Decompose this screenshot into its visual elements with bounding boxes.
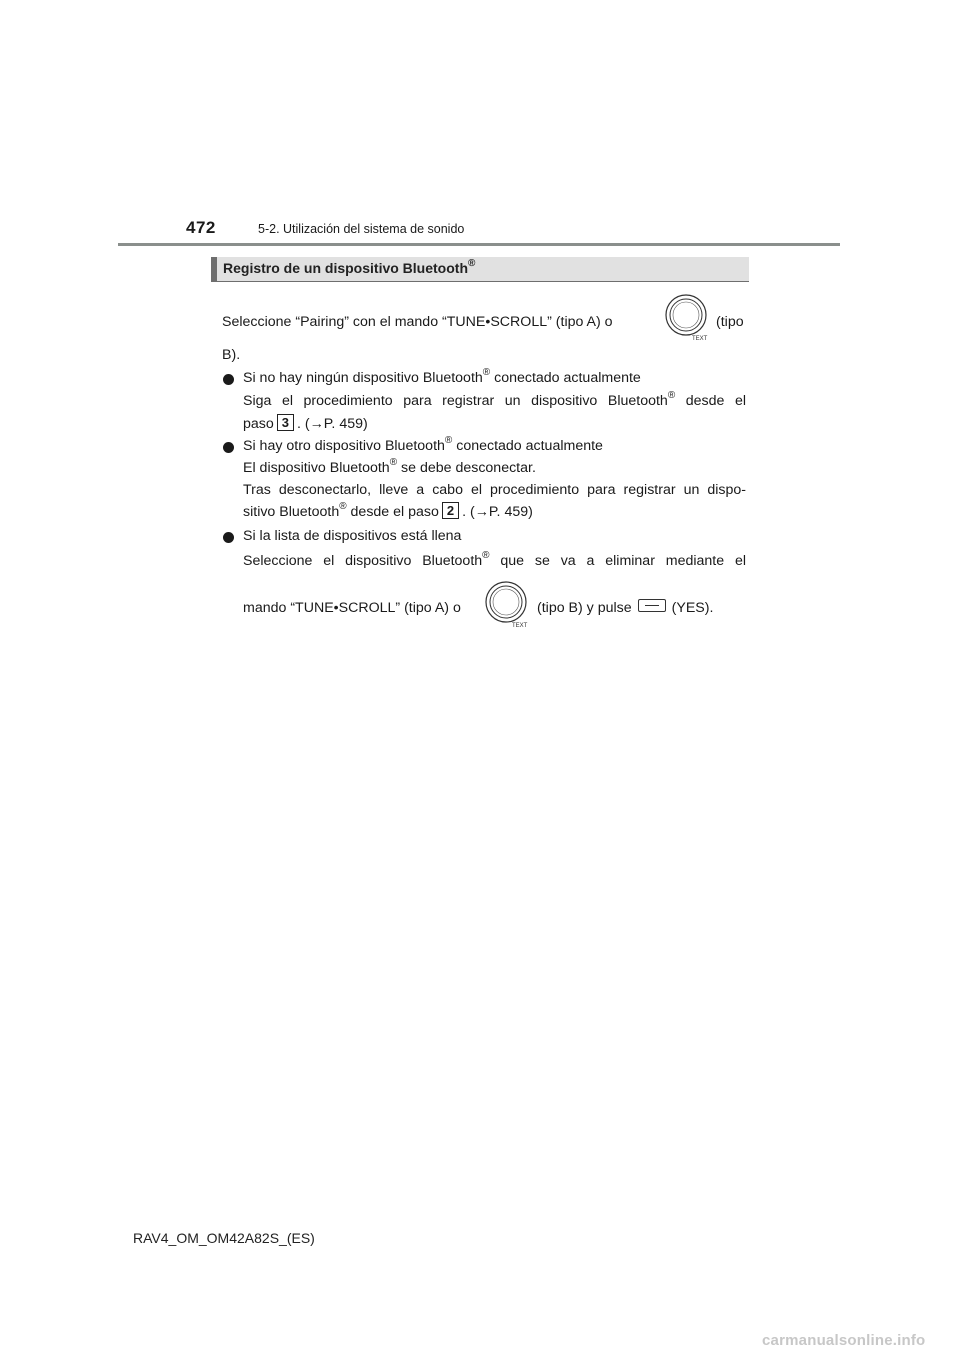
intro-line-1a: Seleccione “Pairing” con el mando “TUNE•SCROLL” (tipo A) o (222, 314, 613, 330)
bullet-2-line-1: El dispositivo Bluetooth® se debe desconectar. (243, 457, 536, 476)
header-rule (118, 243, 840, 246)
bullet-dot (223, 374, 234, 385)
bullet-1-title: Si no hay ningún dispositivo Bluetooth® conectado actualmente (243, 367, 641, 386)
bullet-3-title: Si la lista de dispositivos está llena (243, 528, 462, 544)
bullet-3-line-1: Seleccione el dispositivo Bluetooth® que se va a eliminar mediante el (243, 550, 746, 569)
document-code: RAV4_OM_OM42A82S_(ES) (133, 1230, 315, 1246)
bullet-3-line-2a: mando “TUNE•SCROLL” (tipo A) o (243, 600, 461, 616)
step-3-badge: 3 (277, 414, 294, 431)
page-number: 472 (186, 218, 216, 237)
section-title: 5-2. Utilización del sistema de sonido (258, 222, 465, 236)
svg-text:TEXT: TEXT (692, 336, 708, 341)
intro-line-2: B). (222, 347, 241, 363)
watermark: carmanualsonline.info (762, 1332, 926, 1349)
tune-scroll-knob-icon (664, 293, 712, 341)
bullet-1-line-2: paso 3 . (→P. 459) (243, 415, 368, 432)
bullet-2-line-3: sitivo Bluetooth® desde el paso 2 . (→P. 459) (243, 501, 533, 520)
heading-text: Registro de un dispositivo Bluetooth® (223, 258, 476, 276)
bullet-2-title: Si hay otro dispositivo Bluetooth® conectado actualmente (243, 435, 603, 454)
bullet-dot (223, 532, 234, 543)
bullet-2-line-2: Tras desconectarlo, lleve a cabo el procedimiento para registrar un dispo- (243, 482, 746, 498)
svg-text:TEXT: TEXT (512, 623, 528, 628)
heading-bar (211, 257, 749, 282)
intro-line-1b: (tipo (716, 314, 744, 330)
bullet-3-line-2b: (tipo B) y pulse (YES). (537, 600, 714, 616)
tune-scroll-knob-icon (484, 580, 532, 628)
step-2-badge: 2 (442, 502, 459, 519)
bullet-1-line-1: Siga el procedimiento para registrar un dispositivo Bluetooth® desde el (243, 390, 746, 409)
heading-accent (211, 257, 217, 281)
yes-button-icon (638, 599, 666, 612)
bullet-dot (223, 442, 234, 453)
